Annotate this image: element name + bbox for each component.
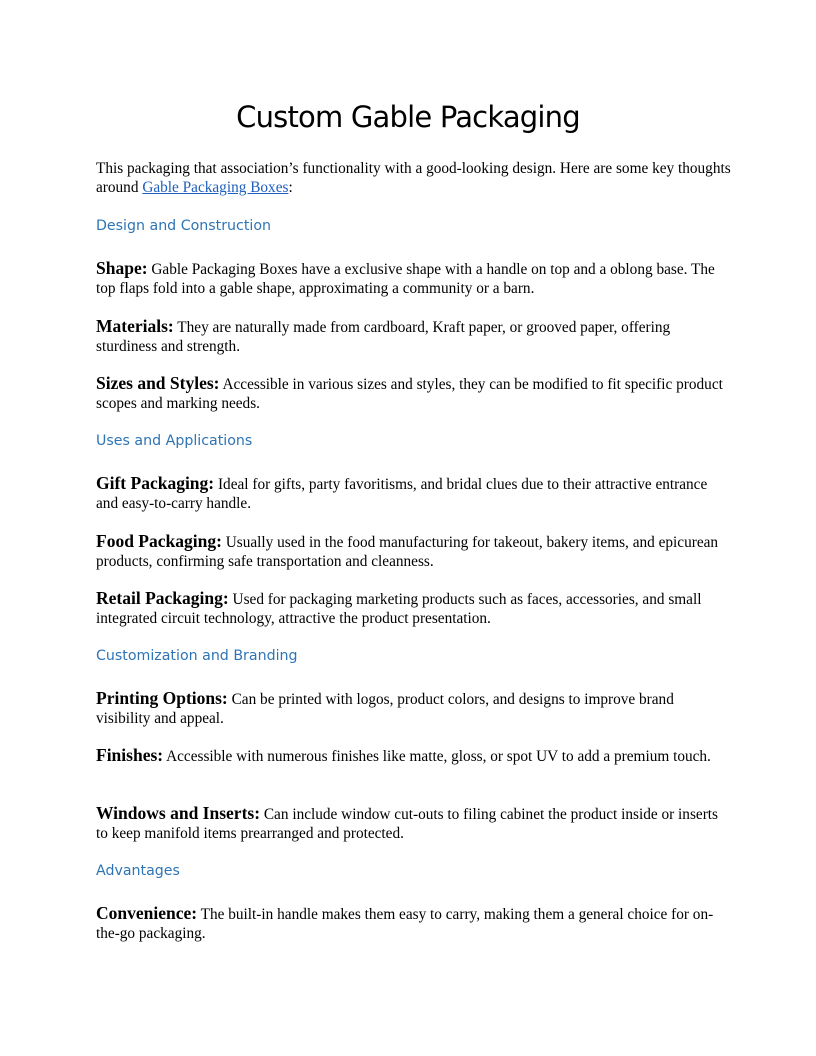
item-shape xyxy=(96,259,731,298)
section-heading-uses-applications: Uses and Applications xyxy=(96,433,253,449)
item-text: Used for packaging marketing products such as faces, accessories, and small integrated circuit technology, attractive the product presentation. xyxy=(96,591,702,627)
section-heading-design-construction: Design and Construction xyxy=(96,218,272,234)
item-text: Gable Packaging Boxes have a exclusive shape with a handle on top and a oblong base. The top flaps fold into a gable shape, approximating a community or a barn. xyxy=(96,261,715,297)
item-text: Usually used in the food manufacturing for takeout, bakery items, and epicurean products, confirming safe transportation and cleanness. xyxy=(96,534,719,570)
intro-text: This packaging that association’s functionality with a good-looking design. Here are some key thoughts around xyxy=(96,160,731,196)
item-materials xyxy=(96,317,731,356)
section-heading-advantages: Advantages xyxy=(96,863,180,879)
item-text: Ideal for gifts, party favoritisms, and bridal clues due to their attractive entrance and easy-to-carry handle. xyxy=(96,476,708,512)
item-printing-options xyxy=(96,689,731,728)
item-text: They are naturally made from cardboard, Kraft paper, or grooved paper, offering sturdiness and strength. xyxy=(96,319,671,355)
gable-packaging-boxes-link[interactable]: Gable Packaging Boxes xyxy=(142,178,289,196)
intro-paragraph xyxy=(96,160,736,197)
item-term: Gift Packaging: xyxy=(96,473,215,493)
item-term: Shape: xyxy=(96,258,148,278)
item-text: Accessible in various sizes and styles, they can be modified to fit specific product scopes and marking needs. xyxy=(96,376,723,412)
item-sizes-styles xyxy=(96,374,731,413)
item-term: Finishes: xyxy=(96,745,164,765)
item-retail-packaging xyxy=(96,589,731,628)
item-term: Printing Options: xyxy=(96,688,228,708)
item-text: Can include window cut-outs to filing cabinet the product inside or inserts to keep manifold items prearranged and protected. xyxy=(96,806,718,842)
item-convenience xyxy=(96,904,731,943)
item-term: Food Packaging: xyxy=(96,531,222,551)
document-title: Custom Gable Packaging xyxy=(236,100,580,134)
item-food-packaging xyxy=(96,532,731,571)
item-term: Convenience: xyxy=(96,903,198,923)
item-term: Sizes and Styles: xyxy=(96,373,220,393)
intro-text-end: : xyxy=(288,178,293,196)
section-heading-customization-branding: Customization and Branding xyxy=(96,648,298,664)
item-text: The built-in handle makes them easy to carry, making them a general choice for on-the-go packaging. xyxy=(96,906,714,942)
item-term: Windows and Inserts: xyxy=(96,803,261,823)
item-text: Accessible with numerous finishes like matte, gloss, or spot UV to add a premium touch. xyxy=(163,748,711,765)
item-term: Retail Packaging: xyxy=(96,588,229,608)
item-windows-inserts xyxy=(96,804,731,843)
item-term: Materials: xyxy=(96,316,174,336)
item-gift-packaging xyxy=(96,474,731,513)
item-text: Can be printed with logos, product colors, and designs to improve brand visibility and appeal. xyxy=(96,691,674,727)
item-finishes xyxy=(96,746,731,767)
